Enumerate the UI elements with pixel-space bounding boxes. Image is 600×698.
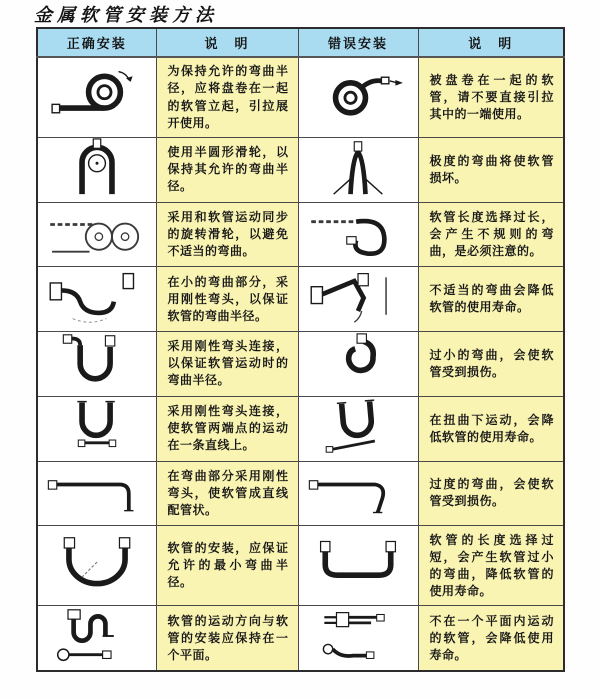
hose-wide-u-min-radius-icon: [43, 534, 151, 592]
correct-explanation-cell: [156, 202, 298, 267]
wrong-explanation-cell: [418, 396, 564, 461]
installation-methods-table: [36, 27, 565, 672]
explanation-text: 使用半圆形滑轮，以保持其允许的弯曲半径。: [167, 145, 289, 194]
correct-illustration-cell: [37, 57, 156, 138]
explanation-text: 软管的运动方向与软管的安装应保持在一个平面。: [167, 613, 289, 662]
explanation-text: 采用和软管运动同步的旋转滑轮，以避免不适当的弯曲。: [167, 210, 289, 259]
wrong-explanation-cell: [418, 267, 564, 332]
hose-over-semicircular-pulley-icon: [43, 138, 151, 196]
explanation-text: 采用刚性弯头连接，以保证软管运动时的弯曲半径。: [167, 339, 289, 388]
correct-explanation-cell: [156, 526, 298, 606]
table-row: [37, 57, 564, 138]
correct-explanation-cell: [156, 396, 298, 461]
wrong-explanation-cell: [418, 202, 564, 267]
wrong-illustration-cell: [298, 267, 418, 332]
header-explanation-1: 说 明: [156, 28, 298, 57]
correct-explanation-cell: [156, 138, 298, 203]
correct-illustration-cell: [37, 332, 156, 397]
hose-s-curve-rigid-elbows-icon: [43, 268, 151, 326]
header-wrong-install: 错误安装: [298, 28, 418, 57]
wrong-explanation-cell: [418, 138, 564, 203]
wrong-illustration-cell: [298, 202, 418, 267]
table-row: [37, 138, 564, 203]
correct-illustration-cell: [37, 396, 156, 461]
correct-explanation-cell: [156, 332, 298, 397]
header-explanation-2: 说 明: [418, 28, 564, 57]
wrong-illustration-cell: [298, 57, 418, 138]
explanation-text: 不在一个平面内运动的软管，会降低使用寿命。: [429, 613, 554, 662]
correct-illustration-cell: [37, 526, 156, 606]
hose-straight-line-elbow-icon: [43, 462, 151, 520]
explanation-text: 不适当的弯曲会降低软管的使用寿命。: [429, 283, 554, 315]
explanation-text: 在弯曲部分采用刚性弯头，使软管成直线配管状。: [167, 468, 289, 517]
explanation-text: 软管的安装，应保证允许的最小弯曲半径。: [167, 541, 289, 590]
wrong-illustration-cell: [298, 526, 418, 606]
hose-extreme-bend-icon: [304, 138, 412, 196]
wrong-explanation-cell: [418, 606, 564, 671]
coiled-hose-direct-pull-icon: [304, 66, 412, 124]
header-correct-install: 正确安装: [37, 28, 156, 57]
wrong-illustration-cell: [298, 606, 418, 671]
explanation-text: 为保持允许的弯曲半径，应将盘卷在一起的软管立起，引拉展开使用。: [167, 64, 289, 130]
explanation-text: 在扭曲下运动，会降低软管的使用寿命。: [429, 412, 554, 444]
table-row: [37, 606, 564, 671]
explanation-text: 软管的长度选择过短，会产生软管过小的弯曲，降低软管的使用寿命。: [429, 532, 554, 598]
table-row: [37, 461, 564, 526]
wrong-illustration-cell: [298, 396, 418, 461]
hose-short-flat-u-icon: [304, 534, 412, 592]
explanation-text: 极度的弯曲将使软管损坏。: [429, 153, 554, 185]
correct-explanation-cell: [156, 57, 298, 138]
page-title: 金属软管安装方法: [34, 5, 218, 26]
hose-u-endpoints-aligned-icon: [43, 397, 151, 455]
wrong-explanation-cell: [418, 332, 564, 397]
explanation-text: 过小的弯曲，会使软管受到损伤。: [429, 347, 554, 379]
table-row: [37, 332, 564, 397]
explanation-text: 被盘卷在一起的软管，请不要直接引拉其中的一端使用。: [429, 72, 554, 122]
correct-illustration-cell: [37, 138, 156, 203]
hose-non-planar-pieces-icon: [304, 607, 412, 665]
hose-planar-trap-icon: [43, 607, 151, 665]
wrong-illustration-cell: [298, 461, 418, 526]
correct-illustration-cell: [37, 606, 156, 671]
hose-u-twisted-motion-icon: [304, 397, 412, 455]
correct-illustration-cell: [37, 461, 156, 526]
wrong-illustration-cell: [298, 138, 418, 203]
coiled-hose-upright-icon: [43, 66, 151, 124]
explanation-text: 采用刚性弯头连接，使软管两端点的运动在一条直线上。: [167, 404, 289, 453]
table-row: [37, 267, 564, 332]
wrong-explanation-cell: [418, 526, 564, 606]
correct-explanation-cell: [156, 606, 298, 671]
wrong-illustration-cell: [298, 332, 418, 397]
correct-explanation-cell: [156, 267, 298, 332]
wrong-explanation-cell: [418, 57, 564, 138]
explanation-text: 在小的弯曲部分，采用刚性弯头，以保证软管的弯曲半径。: [167, 274, 289, 323]
hose-u-loop-rigid-elbows-icon: [43, 332, 151, 390]
hose-excess-length-loop-icon: [304, 203, 412, 261]
table-row: [37, 202, 564, 267]
table-row: [37, 526, 564, 606]
correct-illustration-cell: [37, 202, 156, 267]
header-row: [37, 28, 564, 57]
hose-overbent-elbow-icon: [304, 462, 412, 520]
hose-too-small-bend-hook-icon: [304, 332, 412, 390]
hose-synchronized-pulleys-icon: [43, 203, 151, 261]
table-row: [37, 396, 564, 461]
explanation-text: 过度的弯曲，会使软管受到损伤。: [429, 477, 554, 509]
correct-explanation-cell: [156, 461, 298, 526]
hose-improper-sharp-bend-icon: [304, 268, 412, 326]
explanation-text: 软管长度选择过长，会产生不规则的弯曲，是必须注意的。: [429, 210, 554, 259]
correct-illustration-cell: [37, 267, 156, 332]
wrong-explanation-cell: [418, 461, 564, 526]
